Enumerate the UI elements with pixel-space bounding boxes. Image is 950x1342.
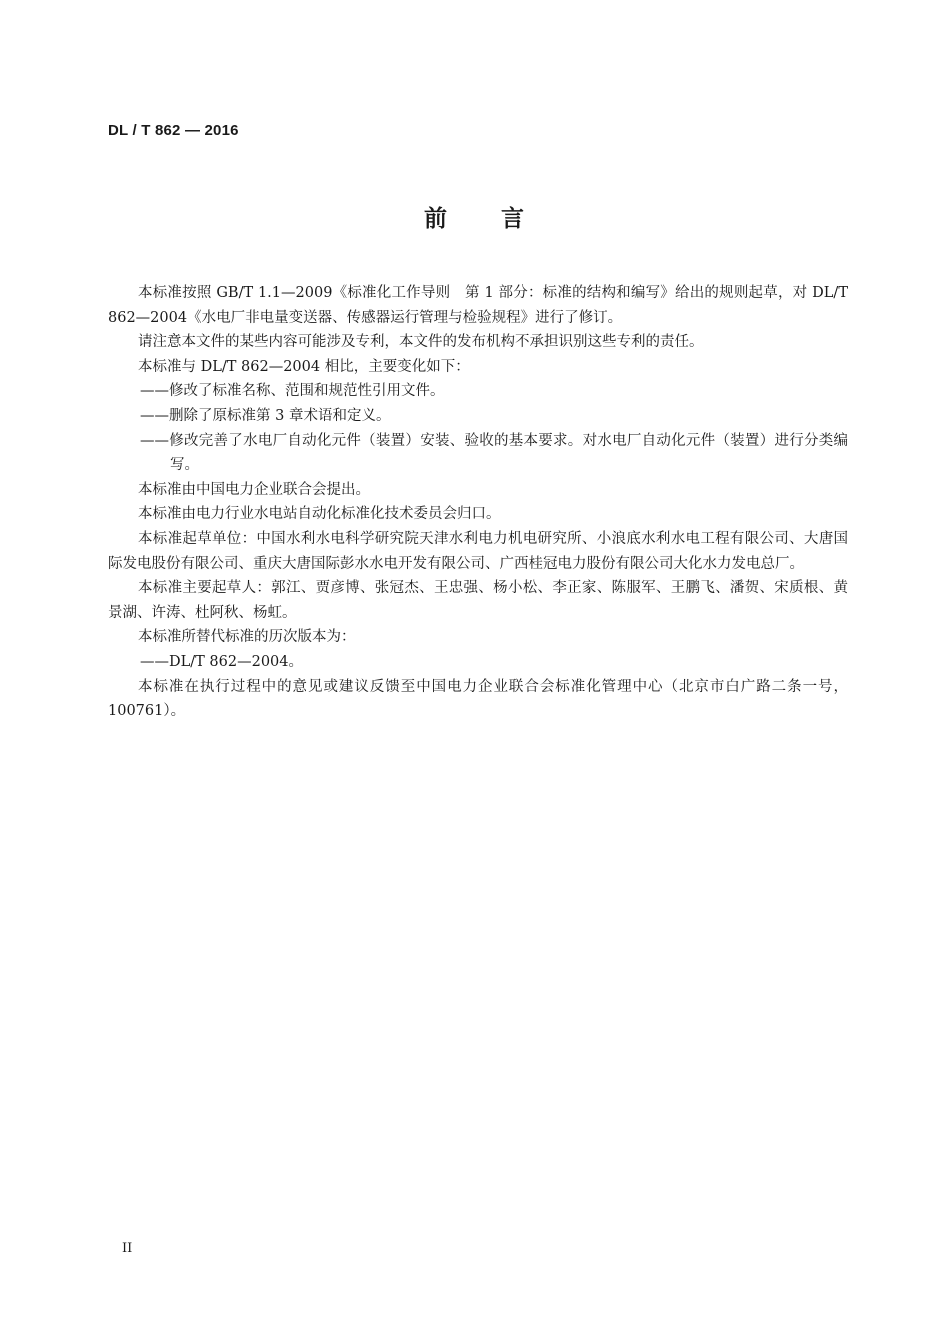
page-title — [0, 200, 950, 233]
paragraph-proposer: 本标准由中国电力企业联合会提出。 — [138, 481, 370, 498]
page-title-char-2: 言 — [501, 206, 526, 232]
change-item-1: ——修改了标准名称、范围和规范性引用文件。 — [140, 383, 445, 400]
paragraph-drafting-units: 本标准起草单位：中国水利水电科学研究院天津水利电力机电研究所、小浪底水利水电工程有限公司、大唐国际发电股份有限公司、重庆大唐国际彭水水电开发有限公司、广西桂冠电力股份有限公司大化水力发电总厂。 — [108, 530, 848, 572]
replaced-version-item: ——DL/T 862—2004。 — [140, 653, 303, 670]
paragraph-committee: 本标准由电力行业水电站自动化标准化技术委员会归口。 — [138, 506, 501, 523]
paragraph-feedback: 本标准在执行过程中的意见或建议反馈至中国电力企业联合会标准化管理中心（北京市白广路二条一号，100761）。 — [108, 678, 848, 720]
paragraph-replaced-versions: 本标准所替代标准的历次版本为： — [138, 629, 356, 646]
page-title-char-1: 前 — [424, 206, 449, 232]
page-number: II — [122, 1241, 133, 1256]
paragraph-changes-intro: 本标准与 DL/T 862—2004 相比，主要变化如下： — [138, 358, 470, 375]
paragraph-drafting-rules: 本标准按照 GB/T 1.1—2009《标准化工作导则 第 1 部分：标准的结构和编写》给出的规则起草，对 DL/T 862—2004《水电厂非电量变送器、传感器运行管理与检验规程》进行了修订。 — [108, 285, 848, 326]
change-item-3: ——修改完善了水电厂自动化元件（装置）安装、验收的基本要求。对水电厂自动化元件（装置）进行分类编写。 — [140, 432, 848, 474]
paragraph-patent-notice: 请注意本文件的某些内容可能涉及专利，本文件的发布机构不承担识别这些专利的责任。 — [138, 334, 704, 351]
standard-code: DL / T 862 — 2016 — [108, 122, 239, 139]
change-item-2: ——删除了原标准第 3 章术语和定义。 — [140, 407, 391, 424]
paragraph-drafters: 本标准主要起草人：郭江、贾彦博、张冠杰、王忠强、杨小松、李正家、陈服军、王鹏飞、潘贺、宋质根、黄景湖、许涛、杜阿秋、杨虹。 — [108, 580, 848, 621]
foreword-body — [108, 281, 848, 724]
